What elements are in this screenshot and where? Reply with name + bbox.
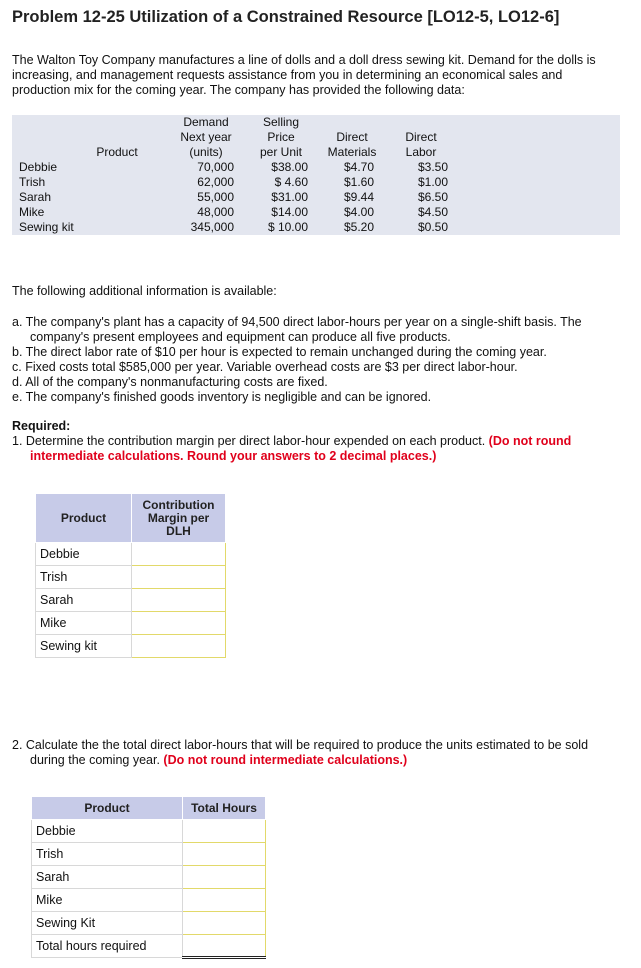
cm-input-mike-field[interactable]	[132, 615, 225, 632]
data-row-sewing-kit: Sewing kit 345,000 $ 10.00 $5.20 $0.50	[19, 220, 448, 234]
question-2: 2. Calculate the the total direct labor-hours that will be required to produce the units estimated to be sold during the coming year. (Do not round intermediate calculations.)	[12, 738, 589, 767]
hours-input-total-field[interactable]	[183, 937, 265, 954]
table-row: Debbie	[36, 543, 226, 566]
total-hours-table	[31, 796, 266, 959]
table-row: Sarah	[36, 589, 226, 612]
hours-input-trish[interactable]	[183, 843, 266, 866]
required-label: Required:	[12, 419, 71, 433]
cm-input-sarah-field[interactable]	[132, 592, 225, 609]
table1-header-margin: Contribution Margin per DLH	[132, 494, 226, 543]
header-materials: Direct Materials	[327, 130, 377, 159]
table-row: Mike	[36, 612, 226, 635]
table-row: Trish	[36, 566, 226, 589]
question-2-note: (Do not round intermediate calculations.)	[163, 753, 408, 767]
cm-input-debbie-field[interactable]	[132, 546, 225, 563]
cm-input-sewing-kit[interactable]	[132, 635, 226, 658]
data-row-mike: Mike 48,000 $14.00 $4.00 $4.50	[19, 205, 448, 219]
contribution-margin-table	[35, 493, 226, 658]
question-1: 1. Determine the contribution margin per direct labor-hour expended on each product. (Do not round intermediate calculations. Round your answers to 2 decimal places.)	[12, 434, 572, 463]
additional-info-list	[12, 315, 624, 405]
data-table-header	[12, 115, 452, 160]
info-item-a: a. The company's plant has a capacity of 94,500 direct labor-hours per year on a single-shift basis. The company's present employees and equipment can produce all five products.	[12, 315, 582, 344]
hours-input-mike-field[interactable]	[183, 892, 265, 909]
cm-input-sarah[interactable]	[132, 589, 226, 612]
table2-header-product: Product	[32, 797, 183, 820]
table-row: Sarah	[32, 866, 266, 889]
cm-input-sewing-kit-field[interactable]	[132, 638, 225, 655]
info-item-c: c. Fixed costs total $585,000 per year. Variable overhead costs are $3 per direct labor-hour.	[12, 360, 518, 374]
table-row: Sewing kit	[36, 635, 226, 658]
table2-header-total-hours: Total Hours	[183, 797, 266, 820]
hours-input-sewing-kit-field[interactable]	[183, 915, 265, 932]
hours-input-debbie-field[interactable]	[183, 823, 265, 840]
data-row-trish: Trish 62,000 $ 4.60 $1.60 $1.00	[19, 175, 448, 189]
data-row-debbie: Debbie 70,000 $38.00 $4.70 $3.50	[19, 160, 448, 174]
hours-input-total[interactable]	[183, 935, 266, 958]
required-section	[12, 419, 624, 464]
table-row: Sewing Kit	[32, 912, 266, 935]
additional-info-heading: The following additional information is available:	[12, 284, 277, 298]
page-title: Problem 12-25 Utilization of a Constrained Resource [LO12-5, LO12-6]	[12, 8, 560, 26]
hours-input-sewing-kit[interactable]	[183, 912, 266, 935]
product-data-table	[12, 115, 620, 235]
header-price: Selling Price per Unit	[259, 115, 303, 159]
cm-input-trish-field[interactable]	[132, 569, 225, 586]
hours-input-mike[interactable]	[183, 889, 266, 912]
info-item-b: b. The direct labor rate of $10 per hour is expected to remain unchanged during the coming year.	[12, 345, 547, 359]
problem-intro: The Walton Toy Company manufactures a line of dolls and a doll dress sewing kit. Demand for the dolls is increasing, and management requests assistance from you in determining an economical sales and production mix for the coming year. The company has provided the following data:	[12, 53, 596, 97]
cm-input-mike[interactable]	[132, 612, 226, 635]
table-row: Mike	[32, 889, 266, 912]
table1-header-product: Product	[36, 494, 132, 543]
info-item-d: d. All of the company's nonmanufacturing costs are fixed.	[12, 375, 328, 389]
data-row-sarah: Sarah 55,000 $31.00 $9.44 $6.50	[19, 190, 448, 204]
hours-input-trish-field[interactable]	[183, 846, 265, 863]
header-demand: Demand Next year (units)	[180, 115, 232, 159]
table-row: Trish	[32, 843, 266, 866]
hours-input-sarah-field[interactable]	[183, 869, 265, 886]
table-row: Debbie	[32, 820, 266, 843]
header-labor: Direct Labor	[405, 130, 437, 159]
hours-input-debbie[interactable]	[183, 820, 266, 843]
cm-input-trish[interactable]	[132, 566, 226, 589]
header-product: Product	[96, 145, 138, 159]
hours-input-sarah[interactable]	[183, 866, 266, 889]
info-item-e: e. The company's finished goods inventory is negligible and can be ignored.	[12, 390, 432, 404]
question-1-note: (Do not round intermediate calculations. Round your answers to 2 decimal places.)	[30, 434, 572, 463]
cm-input-debbie[interactable]	[132, 543, 226, 566]
table-row: Total hours required	[32, 935, 266, 958]
